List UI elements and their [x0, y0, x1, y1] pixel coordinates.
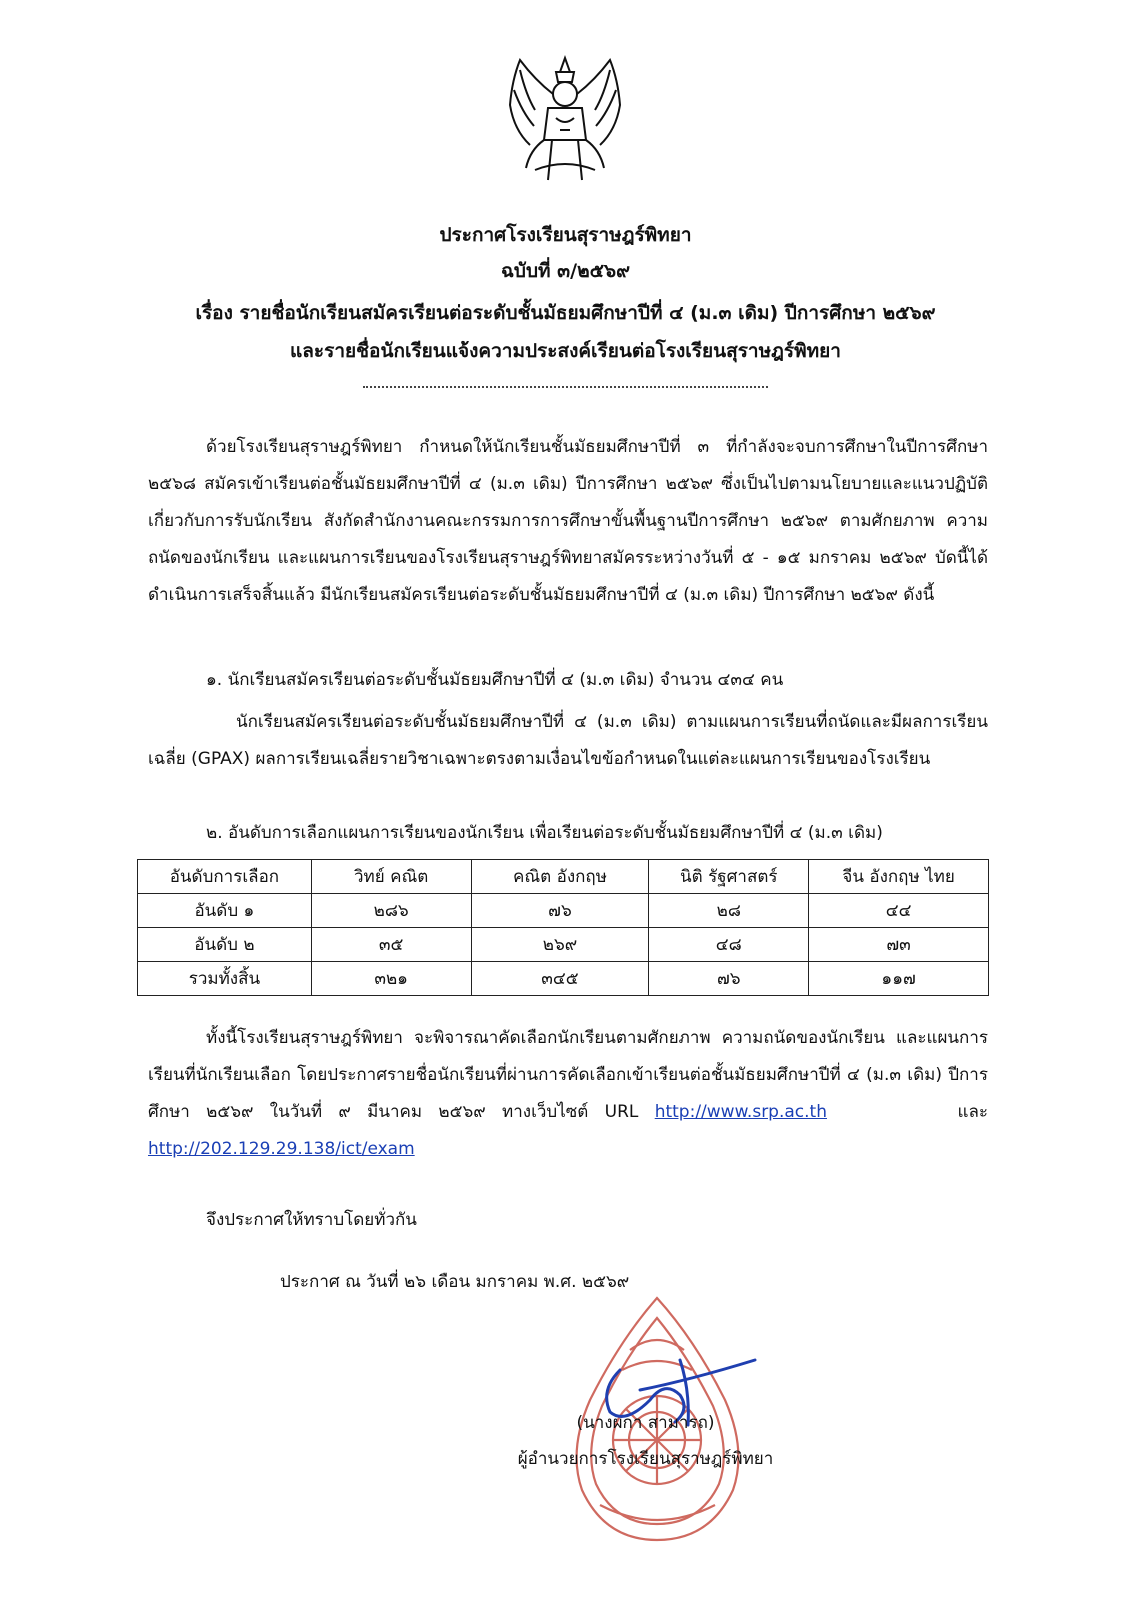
announcement-title: ประกาศโรงเรียนสุราษฎร์พิทยา — [439, 224, 692, 246]
table-cell: ๗๖ — [471, 894, 649, 928]
garuda-emblem — [490, 50, 640, 190]
item-1-detail: นักเรียนสมัครเรียนต่อระดับชั้นมัธยมศึกษาปีที่ ๔ (ม.๓ เดิม) ตามแผนการเรียนที่ถนัดและมีผลการเรียนเฉลี่ย (GPAX) ผลการเรียนเฉลี่ยรายวิชาเฉพาะตรงตามเงื่อนไขข้อกำหนดในแต่ละแผนการเรียนของโรงเรียน — [148, 712, 988, 769]
table-row — [138, 962, 989, 996]
conjunction-text: และ — [957, 1102, 988, 1122]
table-cell: รวมทั้งสิ้น — [138, 962, 312, 996]
table-cell: ๓๒๑ — [311, 962, 471, 996]
table-header-row — [138, 860, 989, 894]
table-cell: ๗๖ — [649, 962, 809, 996]
table-header-cell: นิติ รัฐศาสตร์ — [649, 860, 809, 894]
table-row — [138, 928, 989, 962]
closing-text: ทั้งนี้โรงเรียนสุราษฎร์พิทยา จะพิจารณาคัดเลือกนักเรียนตามศักยภาพ ความถนัดของนักเรียน และแผนการเรียนที่นักเรียนเลือก โดยประกาศรายชื่อนักเรียนที่ผ่านการคัดเลือกเข้าเรียนต่อชั้นมัธยมศึกษาปีที่ ๔ (ม.๓ เดิม) ปีการศึกษา ๒๕๖๙ ในวันที่ ๙ มีนาคม ๒๕๖๙ ทางเว็บไซต์ URL — [148, 1028, 988, 1122]
announcement-number: ฉบับที่ ๓/๒๕๖๙ — [500, 260, 630, 282]
intro-paragraph: ด้วยโรงเรียนสุราษฎร์พิทยา กำหนดให้นักเรียนชั้นมัธยมศึกษาปีที่ ๓ ที่กำลังจะจบการศึกษาในปีการศึกษา ๒๕๖๘ สมัครเข้าเรียนต่อชั้นมัธยมศึกษาปีที่ ๔ (ม.๓ เดิม) ปีการศึกษา ๒๕๖๙ ซึ่งเป็นไปตามนโยบายและแนวปฏิบัติเกี่ยวกับการรับนักเรียน สังกัดสำนักงานคณะกรรมการการศึกษาขั้นพื้นฐานปีการศึกษา ๒๕๖๙ ตามศักยภาพ ความถนัดของนักเรียน และแผนการเรียนของโรงเรียนสุราษฎร์พิทยาสมัครระหว่างวันที่ ๕ - ๑๕ มกราคม ๒๕๖๙ บัดนี้ได้ดำเนินการเสร็จสิ้นแล้ว มีนักเรียนสมัครเรียนต่อระดับชั้นมัธยมศึกษาปีที่ ๔ (ม.๓ เดิม) ปีการศึกษา ๒๕๖๙ ดังนี้ — [148, 437, 988, 605]
closing-paragraph — [148, 1020, 988, 1168]
table-row — [138, 894, 989, 928]
item-2-heading: ๒. อันดับการเลือกแผนการเรียนของนักเรียน เพื่อเรียนต่อระดับชั้นมัธยมศึกษาปีที่ ๔ (ม.๓ เดิม) — [206, 823, 883, 843]
dotted-separator — [363, 386, 768, 388]
announce-text: จึงประกาศให้ทราบโดยทั่วกัน — [206, 1210, 417, 1230]
table-cell: ๒๘๖ — [311, 894, 471, 928]
table-cell: ๑๑๗ — [809, 962, 989, 996]
table-cell: ๔๘ — [649, 928, 809, 962]
table-cell: ๗๓ — [809, 928, 989, 962]
table-header-cell: อันดับการเลือก — [138, 860, 312, 894]
signatory-name: (นางผกา สามารถ) — [576, 1413, 715, 1433]
table-header-cell: คณิต อังกฤษ — [471, 860, 649, 894]
table-header-cell: จีน อังกฤษ ไทย — [809, 860, 989, 894]
table-cell: ๓๕ — [311, 928, 471, 962]
website-link[interactable]: http://www.srp.ac.th — [654, 1102, 827, 1122]
date-line: ประกาศ ณ วันที่ ๒๖ เดือน มกราคม พ.ศ. ๒๕๖๙ — [280, 1272, 630, 1292]
table-cell: ๒๖๙ — [471, 928, 649, 962]
signatory-position: ผู้อำนวยการโรงเรียนสุราษฎร์พิทยา — [517, 1449, 774, 1469]
table-cell: ๓๔๕ — [471, 962, 649, 996]
exam-link[interactable]: http://202.129.29.138/ict/exam — [148, 1139, 415, 1159]
table-cell: อันดับ ๒ — [138, 928, 312, 962]
table-cell: อันดับ ๑ — [138, 894, 312, 928]
item-1-heading: ๑. นักเรียนสมัครเรียนต่อระดับชั้นมัธยมศึกษาปีที่ ๔ (ม.๓ เดิม) จำนวน ๔๓๔ คน — [206, 670, 784, 690]
table-cell: ๔๔ — [809, 894, 989, 928]
table-header-cell: วิทย์ คณิต — [311, 860, 471, 894]
subject-line-1: เรื่อง รายชื่อนักเรียนสมัครเรียนต่อระดับชั้นมัธยมศึกษาปีที่ ๔ (ม.๓ เดิม) ปีการศึกษา ๒๕๖๙ — [195, 302, 936, 324]
subject-line-2: และรายชื่อนักเรียนแจ้งความประสงค์เรียนต่อโรงเรียนสุราษฎร์พิทยา — [290, 340, 841, 362]
table-cell: ๒๘ — [649, 894, 809, 928]
study-plan-table — [137, 859, 989, 996]
